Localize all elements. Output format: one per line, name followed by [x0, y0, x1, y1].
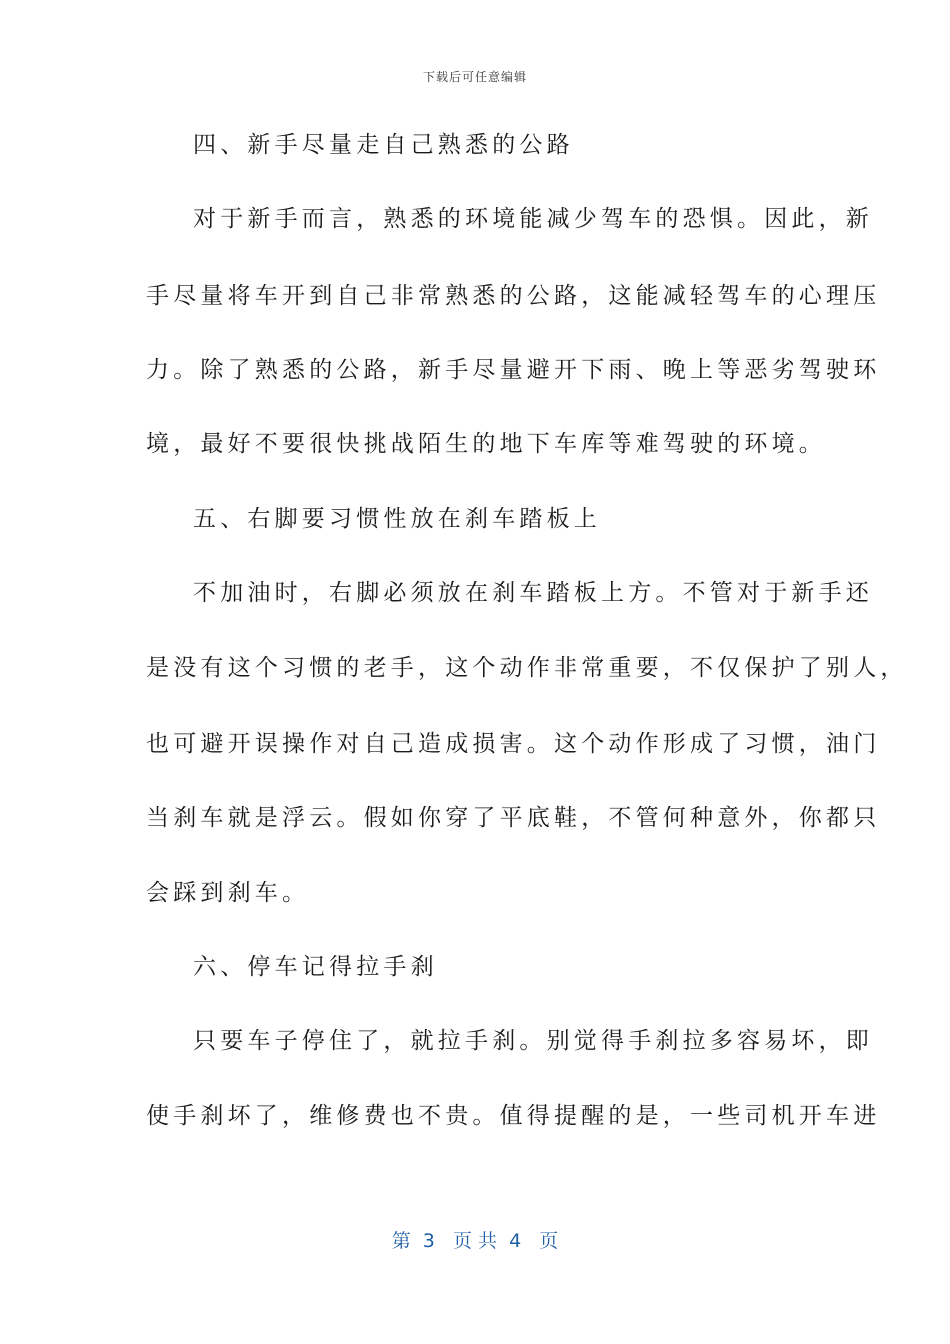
paragraph-line: 境，最好不要很快挑战陌生的地下车库等难驾驶的环境。 [146, 431, 826, 457]
paragraph-line: 当刹车就是浮云。假如你穿了平底鞋，不管何种意外，你都只 [146, 805, 881, 831]
paragraph-line: 对于新手而言，熟悉的环境能减少驾车的恐惧。因此，新 [193, 206, 873, 232]
paragraph-line: 是没有这个习惯的老手，这个动作非常重要，不仅保护了别人， [146, 655, 908, 681]
paragraph-line: 手尽量将车开到自己非常熟悉的公路，这能减轻驾车的心理压 [146, 283, 881, 309]
section-heading-5: 五、右脚要习惯性放在刹车踏板上 [193, 506, 601, 532]
paragraph-line: 也可避开误操作对自己造成损害。这个动作形成了习惯，油门 [146, 731, 881, 757]
section-heading-4: 四、新手尽量走自己熟悉的公路 [193, 132, 574, 158]
paragraph-line: 力。除了熟悉的公路，新手尽量避开下雨、晚上等恶劣驾驶环 [146, 357, 881, 383]
header-note: 下载后可任意编辑 [422, 70, 527, 84]
paragraph-line: 只要车子停住了，就拉手刹。别觉得手刹拉多容易坏，即 [193, 1028, 873, 1054]
page-number-footer: 第 3 页 共 4 页 [391, 1230, 559, 1252]
paragraph-line: 不加油时，右脚必须放在刹车踏板上方。不管对于新手还 [193, 580, 873, 606]
paragraph-line: 会踩到刹车。 [146, 880, 310, 906]
section-heading-6: 六、停车记得拉手刹 [193, 954, 438, 980]
paragraph-line: 使手刹坏了，维修费也不贵。值得提醒的是，一些司机开车进 [146, 1103, 881, 1129]
